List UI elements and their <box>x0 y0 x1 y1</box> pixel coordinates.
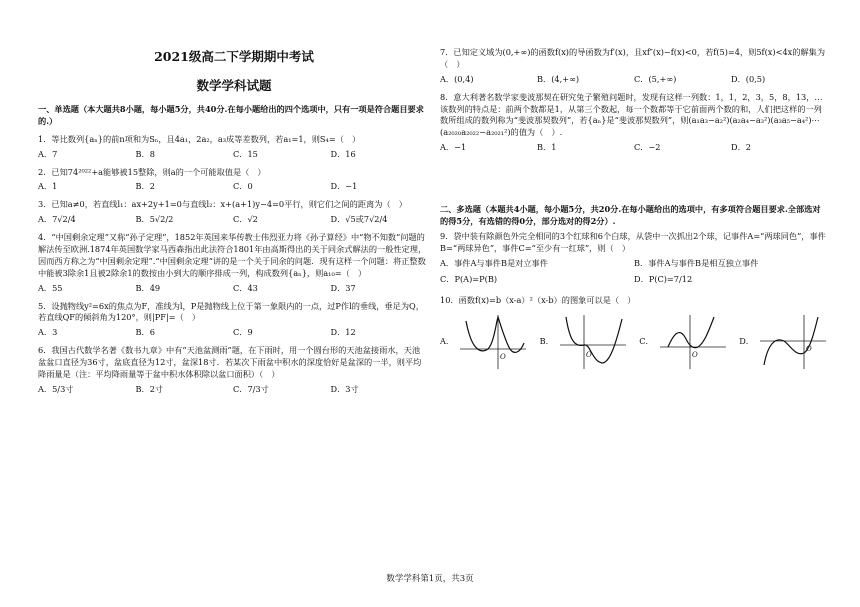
question-8: 8．意大利著名数学家斐波那契在研究兔子繁殖问题时，发现有这样一列数：1，1，2，3，5，8，13，…该数列的特点是：前两个数都是1，从第三个数起，每一个数都等于它前面两个数的和，人们把这样的一列数所组成的数列称为“斐波那契数列”，若{aₙ}是“斐波那契数列”，则(a₁a₃−a₂²)(a₂a₄−a₃²)(a₃a₅−a₄²)⋯(a₂₀₂₀a₂₀₂₂−a₂₀₂₁²)的值为（ ）. <box>440 91 823 138</box>
question-7-options <box>440 74 828 86</box>
option: A．55 <box>38 282 63 293</box>
option: A．(0,4) <box>440 73 474 84</box>
option: A．7√2/4 <box>38 214 76 225</box>
option: C．7/3寸 <box>233 383 269 394</box>
question-5: 5．设抛物线y²=6x的焦点为F，准线为l，P是抛物线上位于第一象限内的一点，过P作l的垂线，垂足为Q，若直线QF的倾斜角为120°，则|PF|=（ ） <box>38 300 424 323</box>
option: B．2 <box>135 181 155 192</box>
option: B． <box>539 336 554 347</box>
option-graph-c <box>639 313 727 371</box>
option: B．1 <box>537 142 557 153</box>
svg-text:O: O <box>585 351 592 360</box>
question-6: 6．我国古代数学名著《数书九章》中有“天池盆测雨”题，在下雨时，用一个圆台形的天池盆接雨水，天池盆盆口直径为36寸，盆底直径为12寸，盆深18寸．若某次下雨盆中积水的深度恰好是盆深的一半，则平均降雨量是（注：平均降雨量等于盆中积水体积除以盆口面积）（ ） <box>38 345 422 380</box>
option-graph-a <box>440 313 528 371</box>
option: B．事件A与事件B是相互独立事件 <box>634 257 759 268</box>
option: D．12 <box>330 327 356 338</box>
option: B．8 <box>135 148 155 159</box>
option: B．6 <box>135 327 155 338</box>
option: C．P(A)=P(B) <box>440 273 498 284</box>
option: A． <box>440 336 455 347</box>
question-4-options <box>38 283 428 295</box>
page-footer: 数学学科第1页，共3页 <box>386 574 474 584</box>
question-3: 3．已知a≠0，若直线l₁：ax+2y+1=0与直线l₂：x+(a+1)y−4=0平行，则它们之间的距离为（ ） <box>38 199 407 210</box>
left-column <box>38 104 428 402</box>
option: A．7 <box>38 148 58 159</box>
option: C．43 <box>233 282 258 293</box>
option: D．3寸 <box>330 383 359 394</box>
svg-text:O: O <box>691 351 698 360</box>
question-8-options <box>440 142 828 154</box>
question-4: 4．“中国剩余定理”又称“孙子定理”，1852年英国来华传教士伟烈亚力将《孙子算经》中“物不知数”问题的解法传至欧洲.1874年英国数学家马西森指出此法符合1801年由高斯得出的关于同余式解法的一般性定理，因而西方称之为“中国剩余定理”.“中国剩余定理”讲的是一个关于同余的问题．现有这样一个问题：将正整数中能被3除余1且被2除余1的数按由小到大的顺序排成一列，构成数列{aₙ}，则a₁₀=（ ） <box>38 232 427 278</box>
option: D．16 <box>330 148 356 159</box>
question-9: 9．袋中装有除颜色外完全相同的3个红球和6个白球，从袋中一次抓出2个球，记事件A=“两球同色”，事件B=“两球异色”，事件C=“至少有一红球”，则（ ） <box>440 230 826 253</box>
question-5-options <box>38 327 428 339</box>
option: C．−2 <box>634 142 661 153</box>
option: D．37 <box>330 282 356 293</box>
option: A．事件A与事件B是对立事件 <box>440 257 548 268</box>
option: D．−1 <box>330 181 358 192</box>
option: D．√5或7√2/4 <box>330 214 388 225</box>
svg-text:O: O <box>500 353 506 362</box>
option-graph-d <box>739 313 828 371</box>
option: B．(4,+∞) <box>537 73 580 84</box>
option: C．9 <box>233 327 253 338</box>
option: A．−1 <box>440 142 467 153</box>
option: C． <box>639 336 654 347</box>
option: D．P(C)=7/12 <box>634 273 693 284</box>
graph-d <box>758 313 828 371</box>
question-6-options <box>38 384 428 396</box>
question-1-options <box>38 149 428 161</box>
question-9-options <box>440 258 828 290</box>
option: C．(5,+∞) <box>634 73 677 84</box>
question-2: 2．已知74²⁰²²+a能够被15整除，则a的一个可能取值是（ ） <box>38 166 266 177</box>
option: B．49 <box>135 282 161 293</box>
question-10: 10．函数f(x)=b（x-a）²（x-b）的图象可以是（ ） <box>440 295 636 306</box>
question-1: 1．等比数列{aₙ}的前n项和为Sₙ，且4a₁，2a₂，a₃成等差数列，若a₁=1，则S₄=（ ） <box>38 133 361 144</box>
question-3-options <box>38 214 428 226</box>
section-2-heading: 二、多选题（本题共4小题，每小题5分，共20分.在每小题给出的选项中，有多项符合题目要求.全部选对的得5分，有选错的得0分，部分选对的得2分）. <box>440 204 821 227</box>
option: C．√2 <box>233 214 258 225</box>
option: A．5/3寸 <box>38 383 74 394</box>
section-1-heading: 一、单选题（本大题共8小题，每小题5分，共40分.在每小题给出的四个选项中，只有一项是符合题目要求的.） <box>38 104 424 126</box>
option: D．2 <box>731 142 751 153</box>
option: C．15 <box>233 148 258 159</box>
question-10-options <box>440 313 828 371</box>
right-column <box>440 47 828 371</box>
option: D． <box>739 336 754 347</box>
question-7: 7．已知定义域为(0,+∞)的函数f(x)的导函数为f′(x)，且xf″(x)−f(x)<0，若f(5)=4，则5f(x)<4x的解集为（ ） <box>440 47 826 69</box>
exam-title: 2021级高二下学期期中考试 <box>154 49 314 64</box>
option: A．1 <box>38 181 58 192</box>
graph-a <box>458 313 528 371</box>
svg-text:O: O <box>806 345 812 354</box>
graph-c <box>658 313 728 371</box>
option-graph-b <box>540 313 628 371</box>
graph-b <box>558 313 628 371</box>
question-2-options <box>38 181 428 193</box>
exam-subtitle: 数学学科试题 <box>196 78 272 93</box>
option: A．3 <box>38 327 58 338</box>
option: C．0 <box>233 181 253 192</box>
option: B．5√2/2 <box>135 214 174 225</box>
option: D．(0,5) <box>731 73 766 84</box>
option: B．2寸 <box>135 383 164 394</box>
